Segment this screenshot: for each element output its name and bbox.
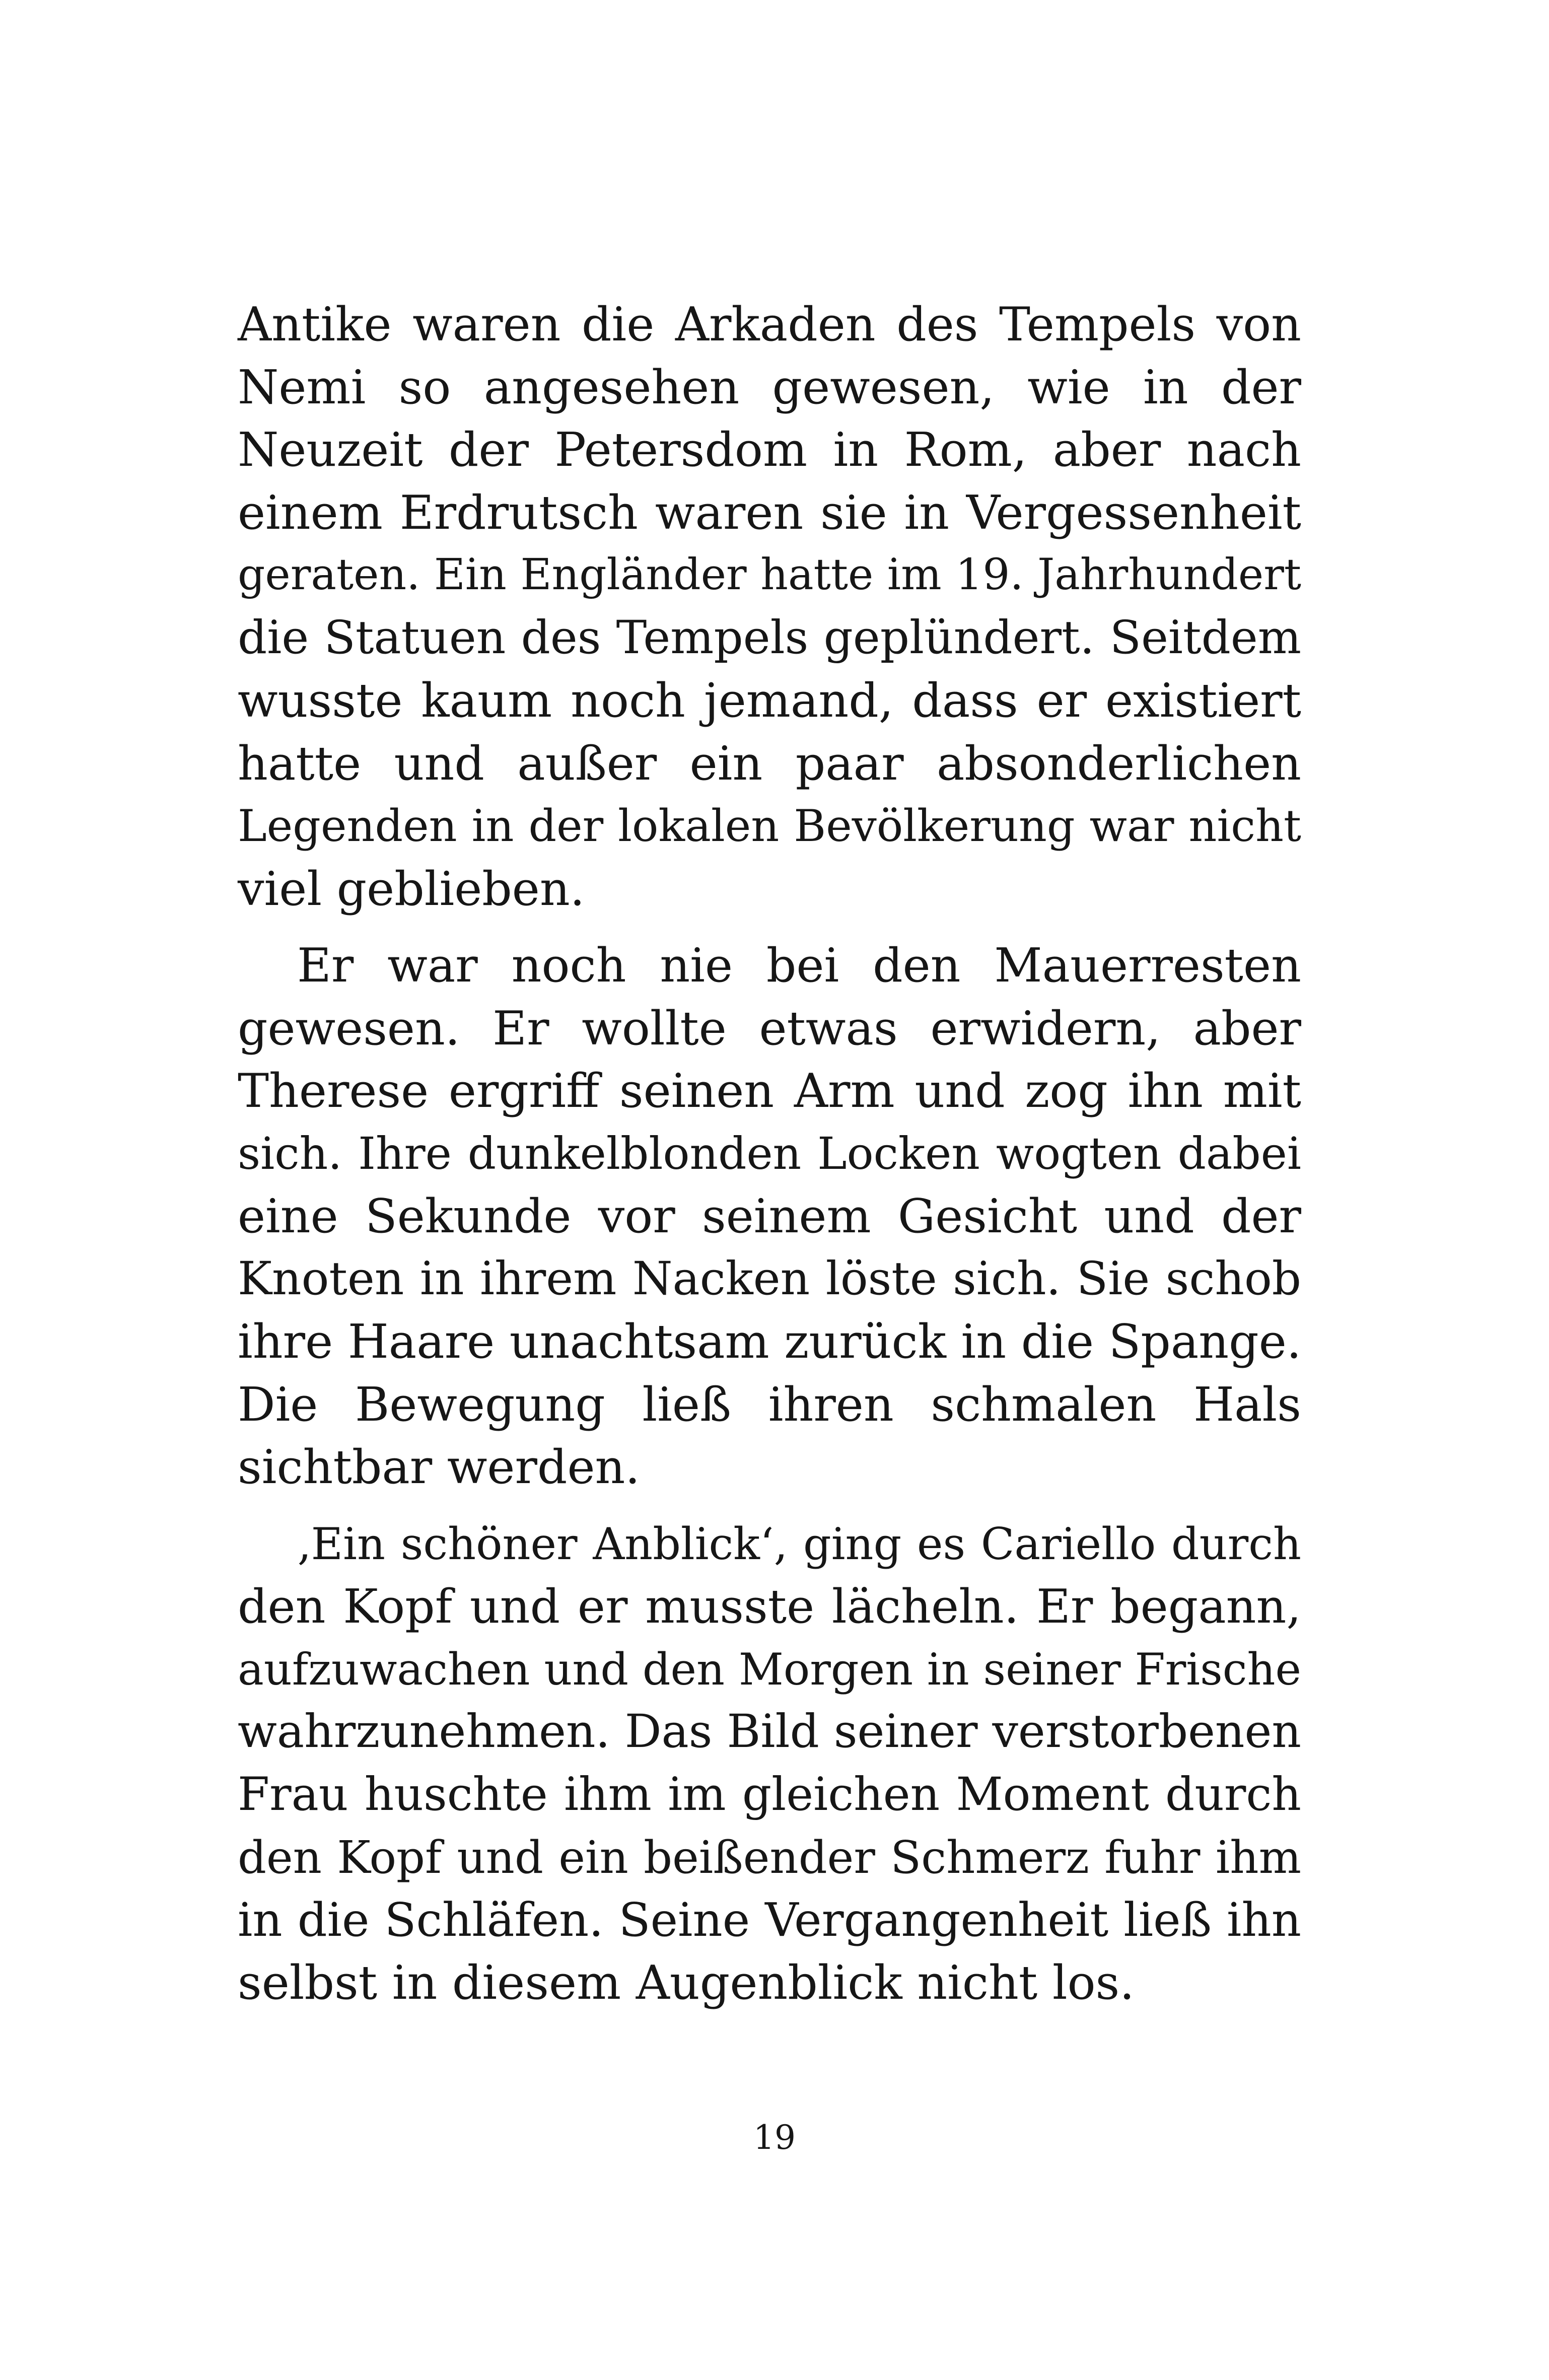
- text-line: Frau huschte ihm im gleichen Moment durch: [238, 1768, 1301, 1821]
- text-line: geraten. Ein Engländer hatte im 19. Jahrhundert: [238, 550, 1301, 600]
- text-line: in die Schläfen. Seine Vergangenheit ließ ihn: [238, 1893, 1301, 1947]
- text-line: den Kopf und ein beißender Schmerz fuhr ihm: [238, 1831, 1301, 1883]
- text-line: hatte und außer ein paar absonderlichen: [238, 736, 1301, 791]
- text-line: gewesen. Er wollte etwas erwidern, aber: [238, 1001, 1301, 1056]
- text-line: Knoten in ihrem Nacken löste sich. Sie schob: [238, 1252, 1301, 1305]
- text-line: Antike waren die Arkaden des Tempels von: [238, 297, 1301, 352]
- text-line: eine Sekunde vor seinem Gesicht und der: [238, 1189, 1301, 1243]
- text-line-content: ‚Ein schöner Anblick‘, ging es Cariello durch: [297, 1518, 1301, 1570]
- paragraph: [238, 934, 1301, 1499]
- text-line: die Statuen des Tempels geplündert. Seitdem: [238, 611, 1301, 664]
- text-line: sich. Ihre dunkelblonden Locken wogten dabei: [238, 1127, 1301, 1179]
- text-line: Die Bewegung ließ ihren schmalen Hals: [238, 1377, 1301, 1432]
- text-line: Neuzeit der Petersdom in Rom, aber nach: [238, 423, 1301, 477]
- text-line-content: Er war noch nie bei den Mauerresten: [297, 938, 1301, 993]
- text-line: ihre Haare unachtsam zurück in die Spange.: [238, 1314, 1302, 1369]
- text-line: Therese ergriff seinen Arm und zog ihn mit: [238, 1064, 1301, 1118]
- text-line: [238, 1513, 1301, 1576]
- paragraph: [238, 1513, 1301, 2014]
- body-text: [238, 293, 1301, 2014]
- paragraph-gap: [238, 920, 1301, 934]
- text-line: selbst in diesem Augenblick nicht los.: [238, 1955, 1135, 2010]
- text-line: sichtbar werden.: [238, 1440, 640, 1494]
- text-line: wahrzunehmen. Das Bild seiner verstorbenen: [238, 1705, 1301, 1758]
- text-line: den Kopf und er musste lächeln. Er begann,: [238, 1579, 1301, 1634]
- text-line: Legenden in der lokalen Bevölkerung war nicht: [238, 800, 1301, 852]
- text-line: viel geblieben.: [238, 861, 585, 916]
- text-line: Nemi so angesehen gewesen, wie in der: [238, 360, 1301, 414]
- text-line: aufzuwachen und den Morgen in seiner Frische: [238, 1643, 1301, 1695]
- paragraph-gap: [238, 1499, 1301, 1513]
- text-line: wusste kaum noch jemand, dass er existiert: [238, 673, 1301, 728]
- page-number: 19: [753, 2118, 796, 2157]
- paragraph: [238, 293, 1301, 920]
- text-line: [238, 934, 1301, 997]
- text-line: einem Erdrutsch waren sie in Vergessenheit: [238, 485, 1301, 540]
